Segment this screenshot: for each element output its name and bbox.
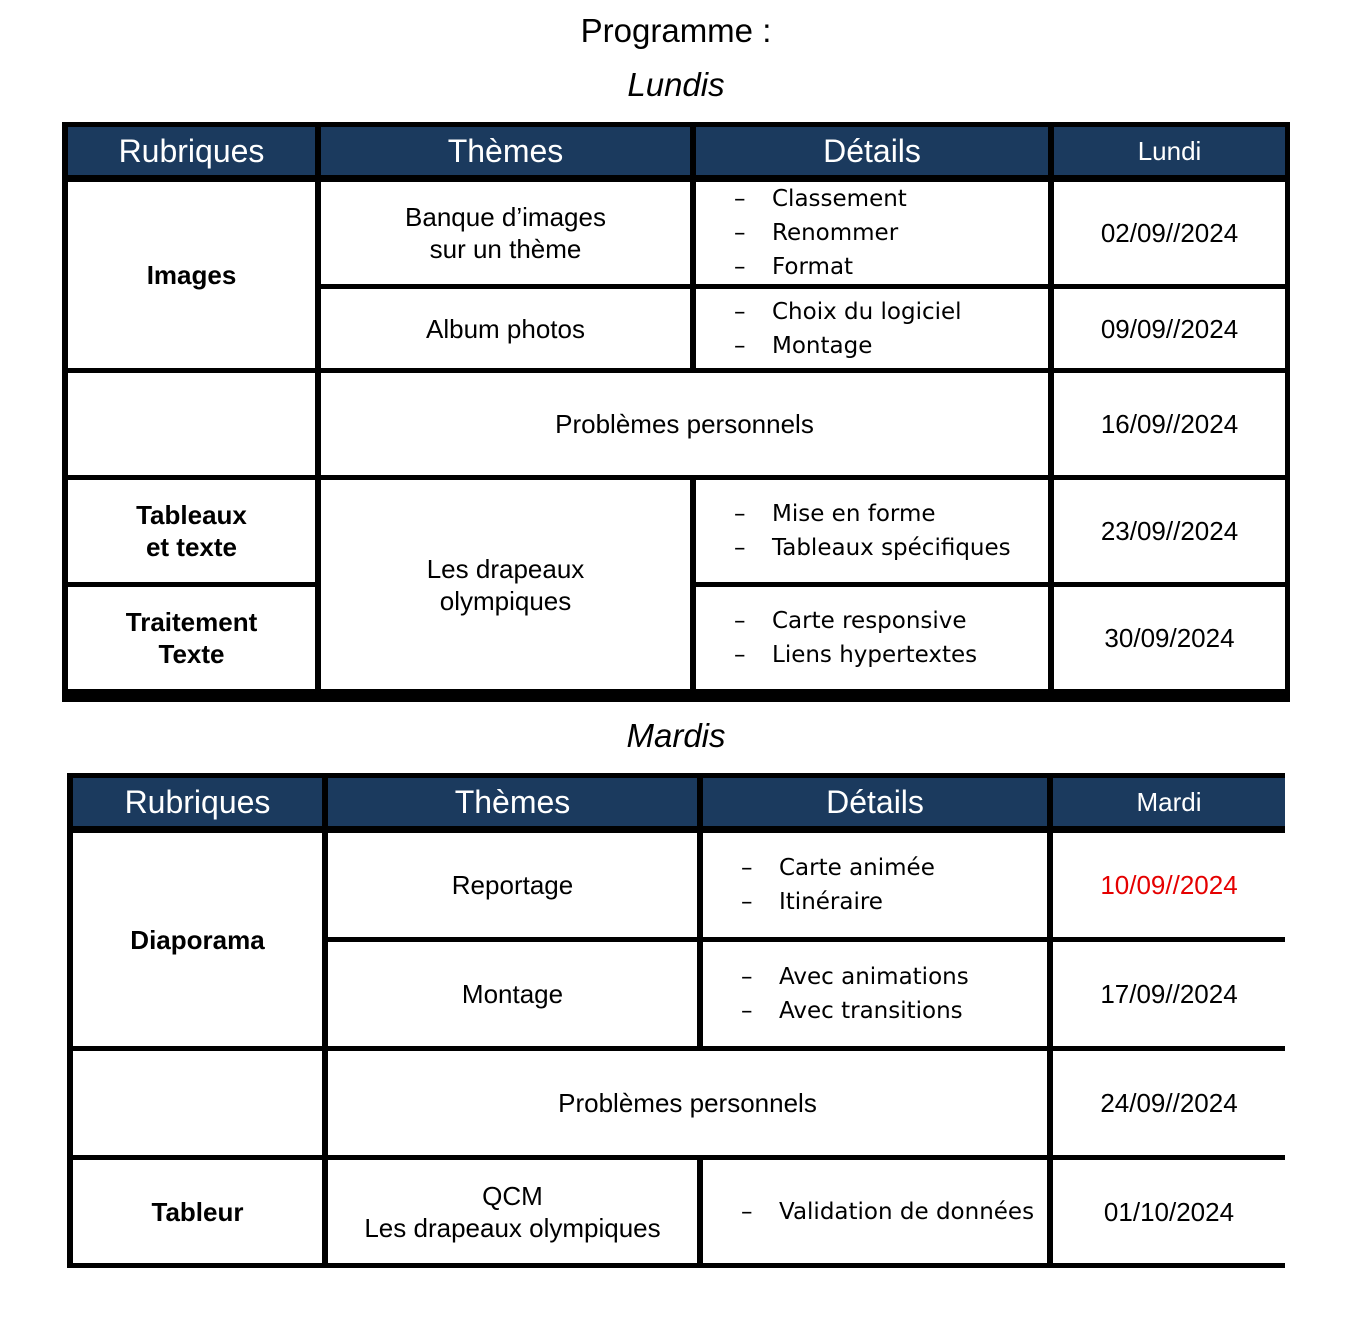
rubrique-images: Images [68,182,315,368]
header-rubriques: Rubriques [73,778,322,826]
detail-item: – Liens hypertextes [734,638,977,672]
detail-item: – Validation de données [741,1195,1034,1229]
detail-item: – Format [734,250,907,284]
detail-item: – Itinéraire [741,885,935,919]
header-themes: Thèmes [328,778,697,826]
date-cell: 24/09//2024 [1053,1051,1285,1155]
detail-item: – Renommer [734,216,907,250]
header-rubriques: Rubriques [68,127,315,175]
date-cell: 16/09//2024 [1054,373,1285,475]
date-cell: 30/09/2024 [1054,587,1285,689]
theme-problemes-personnels: Problèmes personnels [321,373,1048,475]
header-day: Mardi [1053,778,1285,826]
date-cell: 17/09//2024 [1053,942,1285,1046]
detail-item: – Avec transitions [741,994,969,1028]
theme-album-photos: Album photos [321,289,690,368]
rubrique-tableur: Tableur [73,1160,322,1263]
details-reportage [703,833,1047,937]
details-montage [703,942,1047,1046]
rubrique-traitement-texte: Traitement Texte [68,587,315,689]
header-details: Détails [703,778,1047,826]
detail-item: – Avec animations [741,960,969,994]
detail-item: – Choix du logiciel [734,295,962,329]
rubrique-empty [73,1051,322,1155]
date-cell-highlighted: 10/09//2024 [1053,833,1285,937]
theme-qcm: QCM Les drapeaux olympiques [328,1160,697,1263]
header-day: Lundi [1054,127,1285,175]
detail-item: – Tableaux spécifiques [734,531,1011,565]
theme-reportage: Reportage [328,833,697,937]
mardis-heading: Mardis [626,717,726,754]
theme-drapeaux-olympiques: Les drapeaux olympiques [321,480,690,689]
details-tableaux-texte [696,480,1048,582]
theme-problemes-personnels: Problèmes personnels [328,1051,1047,1155]
lundis-table [62,122,1290,702]
lundis-heading: Lundis [627,66,725,103]
rubrique-diaporama: Diaporama [73,833,322,1046]
details-traitement-texte [696,587,1048,689]
header-details: Détails [696,127,1048,175]
date-cell: 02/09//2024 [1054,182,1285,284]
theme-montage: Montage [328,942,697,1046]
details-album-photos [696,289,1048,368]
detail-item: – Carte responsive [734,604,977,638]
header-themes: Thèmes [321,127,690,175]
rubrique-tableaux-texte: Tableaux et texte [68,480,315,582]
rubrique-empty [68,373,315,475]
page-title: Programme : [580,12,772,49]
date-cell: 23/09//2024 [1054,480,1285,582]
detail-item: – Mise en forme [734,497,1011,531]
mardis-table [67,773,1285,1268]
date-cell: 01/10/2024 [1053,1160,1285,1263]
detail-item: – Carte animée [741,851,935,885]
details-banque-images [696,182,1048,284]
details-tableur [703,1160,1047,1263]
detail-item: – Classement [734,182,907,216]
theme-banque-images: Banque d’images sur un thème [321,182,690,284]
detail-item: – Montage [734,329,962,363]
date-cell: 09/09//2024 [1054,289,1285,368]
